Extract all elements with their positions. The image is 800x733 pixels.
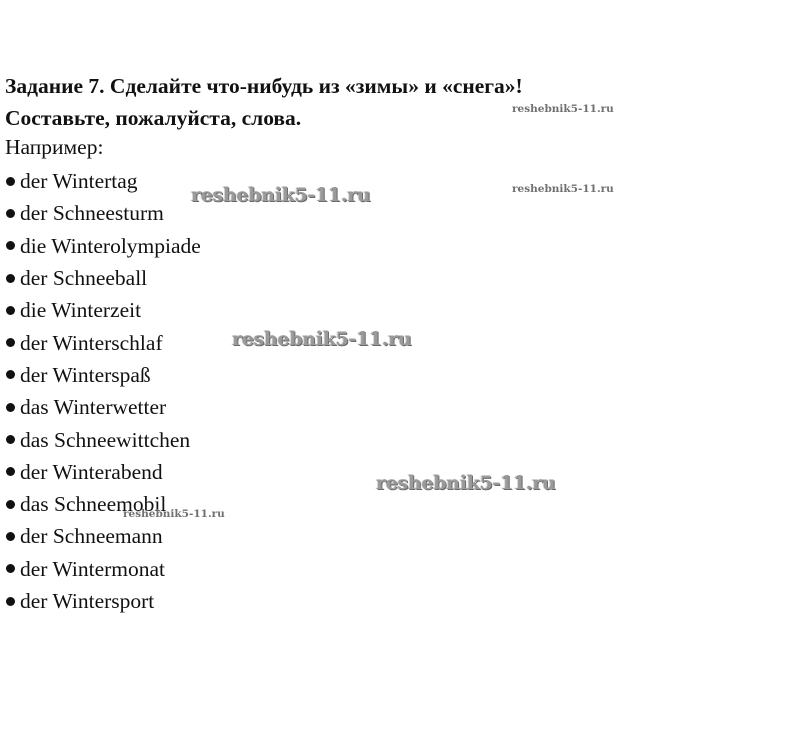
word-text: der Wintermonat	[20, 556, 166, 581]
word-text: das Schneemobil	[20, 492, 167, 517]
bullet-icon	[6, 597, 15, 606]
watermark: reshebnik5-11.ru	[512, 183, 614, 195]
task-heading-line1: Задание 7. Сделайте что-нибудь из «зимы» и «снега»!	[5, 74, 523, 98]
word-text: der Winterspaß	[20, 362, 151, 387]
task-heading-line2: Составьте, пожалуйста, слова.	[5, 106, 302, 130]
word-text: der Winterschlaf	[20, 330, 163, 355]
bullet-icon	[6, 564, 15, 573]
watermark: reshebnik5-11.ru	[376, 472, 556, 494]
watermark: reshebnik5-11.ru	[191, 184, 371, 206]
list-item	[5, 585, 201, 617]
list-item	[5, 197, 201, 229]
bullet-icon	[6, 403, 15, 412]
list-item	[5, 456, 201, 488]
word-text: die Winterolympiade	[20, 233, 201, 258]
watermark: reshebnik5-11.ru	[232, 328, 412, 350]
bullet-icon	[6, 209, 15, 218]
list-item	[5, 294, 201, 326]
bullet-icon	[6, 435, 15, 444]
word-list	[5, 165, 201, 617]
word-text: die Winterzeit	[20, 298, 142, 323]
bullet-icon	[6, 532, 15, 541]
bullet-icon	[6, 241, 15, 250]
list-item	[5, 359, 201, 391]
bullet-icon	[6, 306, 15, 315]
word-text: der Schneesturm	[20, 201, 164, 226]
list-item	[5, 553, 201, 585]
word-text: der Winterabend	[20, 459, 163, 484]
word-text: das Winterwetter	[20, 395, 167, 420]
watermark-smear	[200, 300, 214, 352]
list-item	[5, 262, 201, 294]
list-item	[5, 326, 201, 358]
list-item	[5, 423, 201, 455]
bullet-icon	[6, 274, 15, 283]
bullet-icon	[6, 177, 15, 186]
word-text: der Wintersport	[20, 589, 155, 613]
list-item	[5, 520, 201, 552]
list-item	[5, 230, 201, 262]
bullet-icon	[6, 467, 15, 476]
watermark: reshebnik5-11.ru	[123, 508, 225, 520]
list-item	[5, 165, 201, 197]
watermark: reshebnik5-11.ru	[512, 103, 614, 115]
word-text: der Schneeball	[20, 266, 148, 291]
bullet-icon	[6, 370, 15, 379]
word-text: der Schneemann	[20, 524, 163, 549]
list-item	[5, 391, 201, 423]
example-label: Например:	[5, 135, 104, 159]
bullet-icon	[6, 500, 15, 509]
word-text: der Wintertag	[20, 169, 138, 194]
word-text: das Schneewittchen	[20, 427, 191, 452]
bullet-icon	[6, 338, 15, 347]
